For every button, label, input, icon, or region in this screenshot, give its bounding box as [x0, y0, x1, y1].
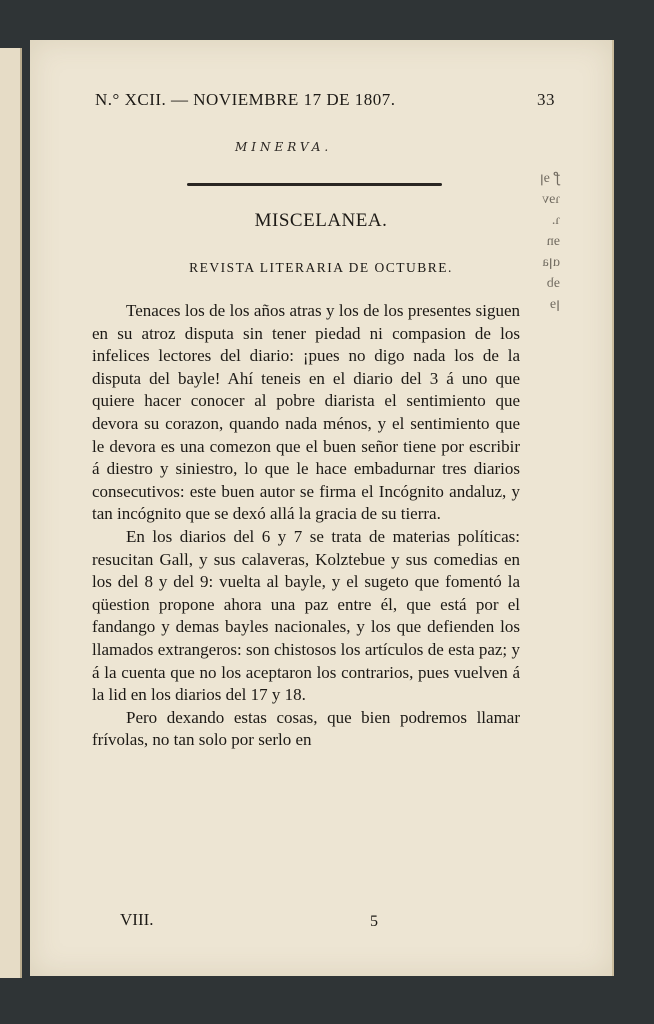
bleed-line: ꝭ ɘꞁ — [540, 171, 560, 186]
page-header — [95, 90, 555, 110]
book-page — [30, 40, 614, 976]
ornamental-rule — [187, 183, 442, 186]
bleed-line: ɑꞁa — [542, 255, 560, 270]
section-title: MISCELANEA. — [254, 210, 388, 231]
bleed-through-text — [520, 168, 560, 315]
bleed-line: ɿ. — [551, 213, 560, 228]
issue-date-line: N.° XCII. — NOVIEMBRE 17 DE 1807. — [95, 90, 396, 109]
paragraph-2: En los diarios del 6 y 7 se trata de materias políticas: resucitan Gall, y sus calaveras, Kolztebue y sus comedias en los del 8 y del 9: vuelta al bayle, y el sugeto que fomentó la qüestion propone ahora una paz entre él, que está por el fandango y demas bayles nacionales, y los que defienden los llamados extrangeros: son chistosos los artículos de esta paz; y á la cuenta que no los aceptaron los contrarios, pues vuelven á la lid en los diarios del 17 y 18. — [92, 526, 520, 705]
gathering-number: 5 — [370, 913, 378, 930]
bleed-line: ꞁɘ — [549, 297, 560, 312]
page-number: 33 — [537, 90, 555, 109]
bleed-line: ɘn — [546, 234, 560, 249]
bleed-line: ɘb — [546, 276, 560, 291]
bleed-line: ɿɘv — [542, 192, 560, 207]
article-subtitle: REVISTA LITERARIA DE OCTUBRE. — [189, 260, 453, 275]
facing-page-edge — [0, 48, 22, 978]
running-title: MINERVA. — [235, 140, 333, 154]
paragraph-3: Pero dexando estas cosas, que bien podremos llamar frívolas, no tan solo por serlo en — [92, 707, 520, 750]
signature-mark: VIII. — [120, 910, 154, 929]
article-body — [92, 300, 520, 752]
paragraph-1: Tenaces los de los años atras y los de los presentes siguen en su atroz disputa sin tener piedad ni compasion de los infelices lectores del diario: ¡pues no digo nada los de la disputa del bayle! Ahí teneis en el diario del 3 á uno que quiere hacer conocer al pobre diarista el sentimiento que devora su corazon, quando nada ménos, y el sentimiento que le devora es una comezon que el buen señor tiene por escribir á diestro y siniestro, lo que le hace embadurnar tres diarios consecutivos: este buen autor se firma el Incógnito andaluz, y tan incógnito que se dexó allá la gracia de su tierra. — [92, 301, 520, 524]
